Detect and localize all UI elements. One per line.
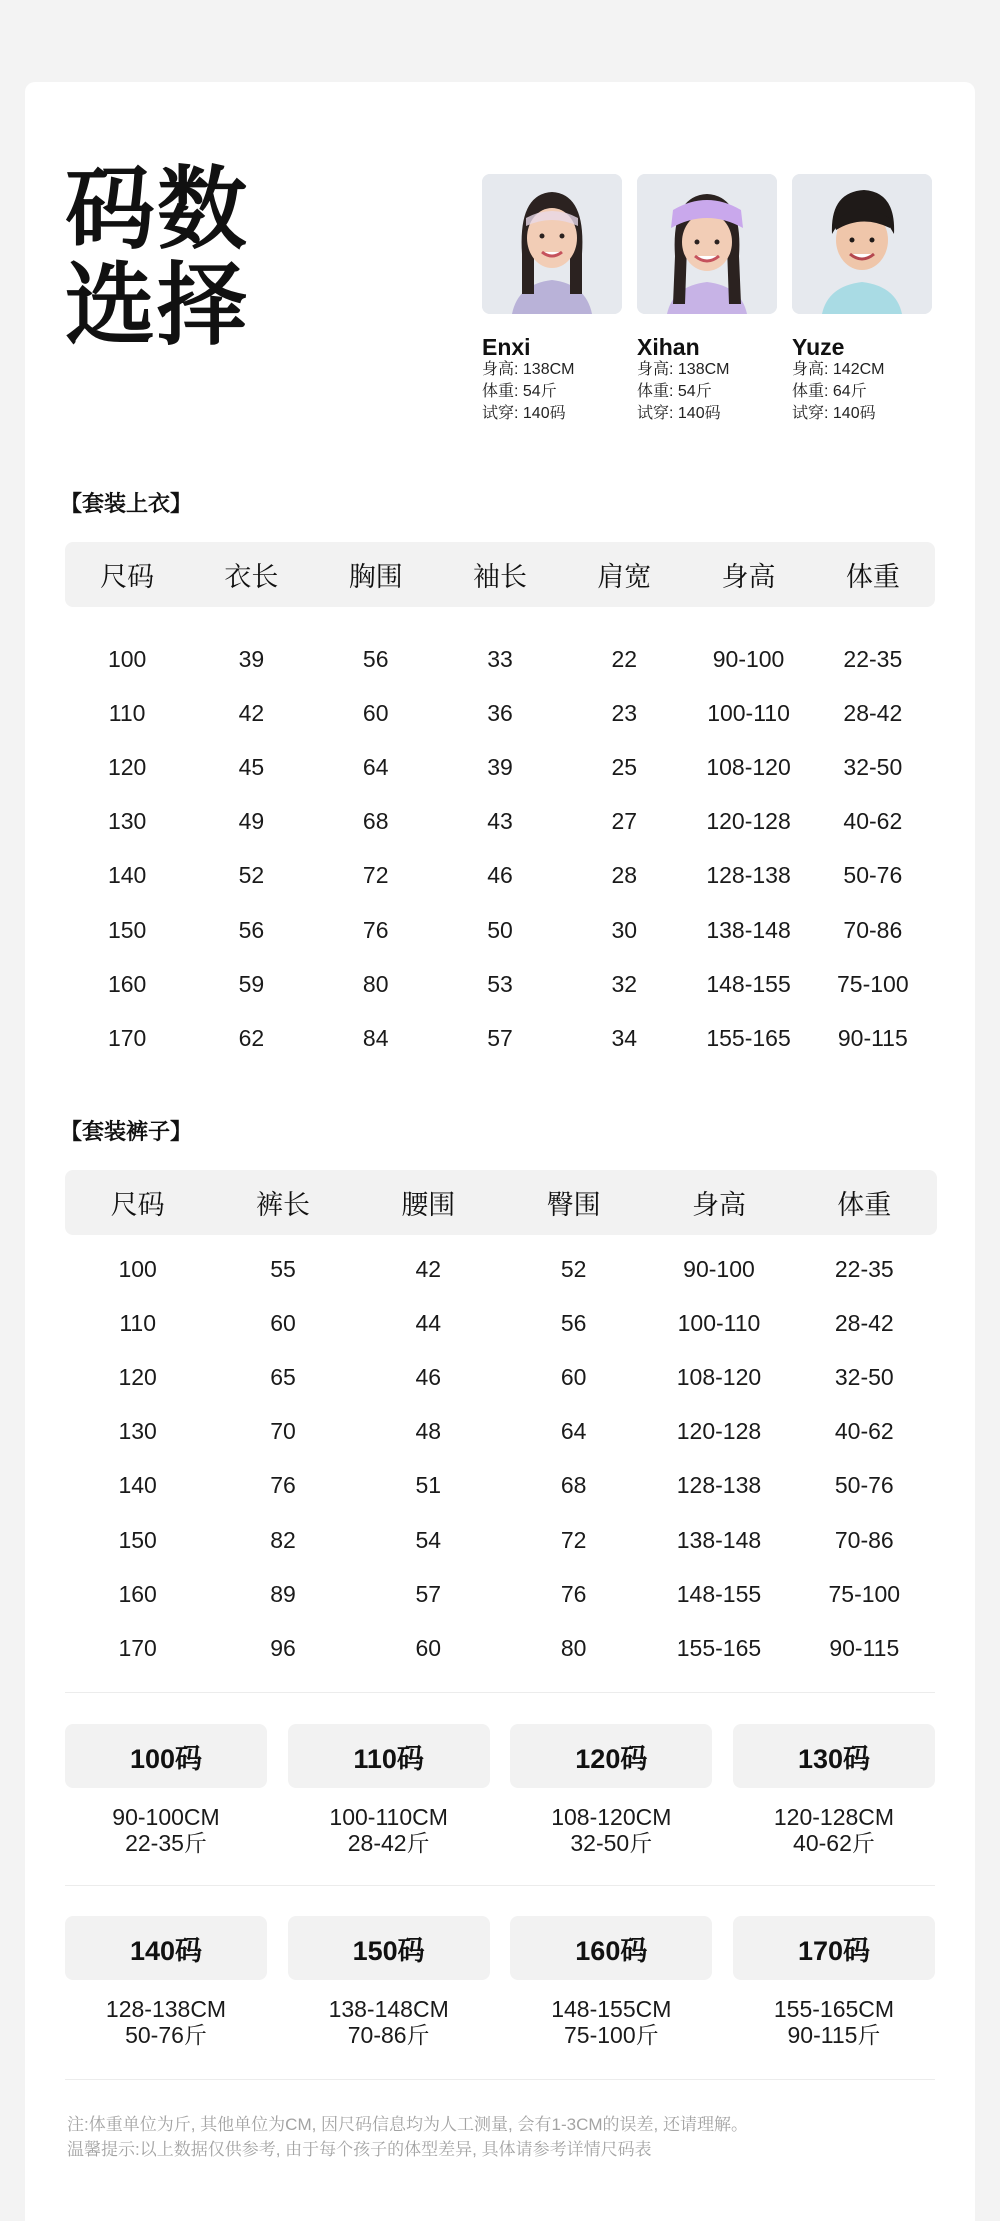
pants-table-row [65, 1242, 937, 1296]
size-pill: 170码 [733, 1916, 935, 1980]
pants-table-cell: 100 [118, 1255, 157, 1282]
pants-table-cell: 52 [560, 1255, 587, 1282]
pants-table-cell: 100-110 [677, 1309, 761, 1336]
top-table-cell: 130 [107, 808, 147, 835]
pants-table-row [65, 1296, 937, 1350]
top-table-cell: 128-138 [706, 862, 791, 889]
pants-table-cell: 65 [270, 1363, 296, 1390]
top-table-cell: 100 [107, 645, 147, 672]
pants-table-cell: 140 [118, 1472, 157, 1499]
pants-table-cell: 70-86 [834, 1526, 894, 1553]
model-name: Xihan [637, 334, 700, 360]
divider [65, 1692, 935, 1693]
size-weight: 70-86斤 [347, 2022, 430, 2048]
pants-table-cell: 130 [118, 1418, 157, 1445]
top-table-cell: 56 [362, 645, 389, 672]
model-list [482, 174, 932, 425]
top-table-cell: 155-165 [706, 1024, 791, 1051]
pants-table-cell: 80 [560, 1634, 587, 1661]
pants-table-cell: 60 [270, 1309, 296, 1336]
pants-table-cell: 64 [560, 1418, 587, 1445]
top-table-row [65, 1011, 935, 1065]
top-table-cell: 46 [487, 862, 513, 889]
top-table-cell: 108-120 [706, 753, 791, 780]
top-table-cell: 120 [107, 753, 147, 780]
pants-table-cell: 148-155 [676, 1580, 762, 1607]
top-table-cell: 80 [362, 970, 389, 997]
top-table-cell: 32 [611, 970, 638, 997]
pants-table-cell: 75-100 [828, 1580, 901, 1607]
top-header-cell: 胸围 [348, 562, 403, 592]
size-height: 148-155CM [551, 1996, 672, 2022]
pants-table-cell: 72 [560, 1526, 587, 1553]
pants-table-cell: 70 [270, 1418, 296, 1445]
pants-table-cell: 89 [270, 1580, 296, 1607]
pants-table-cell: 40-62 [834, 1418, 894, 1445]
size-weight: 50-76斤 [125, 2022, 207, 2048]
pants-table-row [65, 1405, 937, 1459]
top-table-cell: 100-110 [707, 699, 790, 726]
pants-table-cell: 28-42 [834, 1309, 894, 1336]
pants-table-cell: 76 [560, 1580, 587, 1607]
top-table-cell: 148-155 [706, 970, 791, 997]
pants-table-row [65, 1459, 937, 1513]
top-table-cell: 50-76 [843, 862, 903, 889]
footnote-line-1: 注:体重单位为斤, 其他单位为CM, 因尺码信息均为人工测量, 会有1-3CM的误差, 还请理解。 [67, 2115, 748, 2134]
size-weight: 22-35斤 [125, 1830, 207, 1856]
model-card-xihan [637, 174, 777, 425]
pants-table-cell: 44 [415, 1309, 442, 1336]
top-table-header [65, 542, 935, 607]
top-table-cell: 28 [611, 862, 638, 889]
size-height: 108-120CM [551, 1804, 672, 1830]
pants-table-cell: 54 [415, 1526, 442, 1553]
size-weight: 28-42斤 [347, 1830, 430, 1856]
pants-table-cell: 160 [118, 1580, 157, 1607]
pants-table-cell: 50-76 [834, 1472, 894, 1499]
title-line-2: 选择 [65, 256, 249, 356]
top-table-cell: 32-50 [843, 753, 903, 780]
pants-table-cell: 46 [415, 1363, 442, 1390]
top-table-cell: 57 [487, 1024, 513, 1051]
top-table-row [65, 849, 935, 903]
top-table-cell: 28-42 [843, 699, 903, 726]
size-guide-item [65, 1916, 267, 2048]
size-pill: 140码 [65, 1916, 267, 1980]
top-table-cell: 39 [238, 645, 265, 672]
size-height: 155-165CM [773, 1996, 895, 2022]
top-table-cell: 53 [487, 970, 513, 997]
size-height: 128-138CM [105, 1996, 227, 2022]
top-header-cell: 袖长 [472, 562, 527, 592]
top-table-row [65, 632, 935, 686]
size-guide-item [510, 1724, 712, 1856]
size-weight: 32-50斤 [570, 1830, 653, 1856]
pants-table-cell: 51 [415, 1472, 442, 1499]
size-weight: 75-100斤 [564, 2022, 659, 2048]
pants-table-cell: 42 [415, 1255, 442, 1282]
size-guide-item [288, 1916, 490, 2048]
pants-table-label: 【套装裤子】 [60, 1119, 193, 1144]
top-table-cell: 22-35 [843, 645, 903, 672]
top-table-cell: 72 [362, 862, 389, 889]
top-table-cell: 56 [238, 916, 265, 943]
top-table-cell: 45 [238, 753, 265, 780]
pants-table-cell: 108-120 [676, 1363, 762, 1390]
pants-header-cell: 腰围 [401, 1190, 456, 1220]
size-pill: 120码 [510, 1724, 712, 1788]
pants-table-cell: 68 [560, 1472, 587, 1499]
size-height: 100-110CM [329, 1804, 448, 1830]
model-height: 身高: 142CM [792, 361, 885, 378]
size-weight: 40-62斤 [793, 1830, 875, 1856]
divider [65, 1885, 935, 1886]
top-table-cell: 39 [487, 753, 513, 780]
pants-table-cell: 22-35 [834, 1255, 894, 1282]
top-table-cell: 90-115 [837, 1024, 908, 1051]
pants-table-cell: 120 [118, 1363, 157, 1390]
model-size: 试穿: 140码 [792, 405, 876, 422]
top-table-cell: 50 [487, 916, 513, 943]
pants-table-cell: 32-50 [834, 1363, 894, 1390]
pants-header-cell: 尺码 [110, 1190, 165, 1220]
top-table-cell: 84 [362, 1024, 389, 1051]
model-size: 试穿: 140码 [482, 405, 566, 422]
top-table-cell: 52 [238, 862, 265, 889]
pants-table-cell: 60 [560, 1363, 587, 1390]
size-pill: 130码 [733, 1724, 935, 1788]
pants-table-header [65, 1170, 937, 1235]
pants-table-row [65, 1621, 937, 1675]
top-table-cell: 60 [362, 699, 389, 726]
pants-table-cell: 57 [415, 1580, 442, 1607]
pants-header-cell: 体重 [837, 1190, 892, 1220]
pants-header-cell: 裤长 [255, 1190, 310, 1220]
size-pill: 150码 [288, 1916, 490, 1980]
pants-table-cell: 110 [119, 1309, 156, 1336]
size-guide-item [733, 1724, 935, 1856]
top-table-cell: 62 [238, 1024, 265, 1051]
size-pill: 100码 [65, 1724, 267, 1788]
top-table-cell: 23 [611, 699, 638, 726]
model-photo [637, 174, 777, 314]
top-table-cell: 49 [238, 808, 265, 835]
top-table-row [65, 740, 935, 794]
top-table-cell: 30 [611, 916, 638, 943]
top-table-label: 【套装上衣】 [60, 491, 193, 516]
model-card-yuze [792, 174, 932, 425]
model-name: Yuze [792, 334, 845, 360]
pants-header-cell: 身高 [691, 1190, 746, 1220]
top-header-cell: 肩宽 [597, 562, 652, 592]
pants-header-cell: 臀围 [546, 1190, 601, 1220]
model-weight: 体重: 54斤 [482, 383, 557, 400]
size-pill: 160码 [510, 1916, 712, 1980]
top-table-cell: 160 [107, 970, 147, 997]
size-weight: 90-115斤 [787, 2022, 881, 2048]
size-chart-card [25, 82, 975, 2221]
top-table-cell: 70-86 [843, 916, 903, 943]
top-table-cell: 59 [238, 970, 265, 997]
top-header-cell: 衣长 [224, 562, 279, 592]
top-table-cell: 76 [362, 916, 389, 943]
top-table-row [65, 903, 935, 957]
pants-table-row [65, 1350, 937, 1404]
top-table-cell: 25 [611, 753, 638, 780]
footnote-line-2: 温馨提示:以上数据仅供参考, 由于每个孩子的体型差异, 具体请参考详情尺码表 [67, 2140, 652, 2159]
title-line-1: 码数 [65, 160, 249, 260]
pants-table-cell: 48 [415, 1418, 442, 1445]
top-table-cell: 110 [108, 699, 146, 726]
pants-table-cell: 76 [270, 1472, 296, 1499]
top-table-cell: 170 [107, 1024, 147, 1051]
top-header-cell: 尺码 [100, 562, 155, 592]
top-table-cell: 34 [611, 1024, 638, 1051]
model-size: 试穿: 140码 [637, 405, 721, 422]
pants-table-cell: 60 [415, 1634, 442, 1661]
pants-table-cell: 155-165 [676, 1634, 762, 1661]
top-table-row [65, 686, 935, 740]
top-table-cell: 68 [362, 808, 389, 835]
pants-table-cell: 128-138 [676, 1472, 762, 1499]
pants-table-body [65, 1242, 937, 1676]
size-guide-item [510, 1916, 712, 2048]
pants-table-cell: 170 [118, 1634, 157, 1661]
pants-table-cell: 120-128 [676, 1418, 762, 1445]
pants-table-row [65, 1513, 937, 1567]
pants-table-row [65, 1567, 937, 1621]
model-card-enxi [482, 174, 622, 425]
top-table-cell: 90-100 [712, 645, 785, 672]
top-table-cell: 22 [611, 645, 638, 672]
top-table-cell: 75-100 [837, 970, 909, 997]
top-table-cell: 120-128 [706, 808, 791, 835]
top-table-row [65, 795, 935, 849]
footnote [67, 2112, 748, 2162]
size-guide-item [733, 1916, 935, 2048]
top-table-cell: 42 [238, 699, 265, 726]
pants-table-cell: 56 [560, 1309, 587, 1336]
top-table-cell: 40-62 [843, 808, 903, 835]
top-table-cell: 140 [107, 862, 147, 889]
size-height: 120-128CM [773, 1804, 895, 1830]
top-table-cell: 33 [487, 645, 513, 672]
top-table-cell: 64 [362, 753, 389, 780]
size-guide-row-1 [65, 1724, 935, 1856]
model-height: 身高: 138CM [482, 361, 575, 378]
page-title [65, 162, 249, 354]
pants-table-cell: 90-100 [683, 1255, 755, 1282]
top-header-cell: 体重 [845, 562, 900, 592]
model-weight: 体重: 54斤 [637, 383, 712, 400]
size-guide-item [65, 1724, 267, 1856]
model-height: 身高: 138CM [637, 361, 730, 378]
top-table-cell: 36 [487, 699, 513, 726]
pants-table-cell: 82 [270, 1526, 296, 1553]
top-table-row [65, 957, 935, 1011]
pants-table-cell: 150 [118, 1526, 157, 1553]
pants-table-cell: 138-148 [676, 1526, 762, 1553]
pants-table-cell: 90-115 [829, 1634, 900, 1661]
model-photo [482, 174, 622, 314]
size-pill: 110码 [288, 1724, 490, 1788]
size-height: 90-100CM [112, 1804, 220, 1830]
pants-table-cell: 55 [270, 1255, 296, 1282]
divider [65, 2079, 935, 2080]
model-name: Enxi [482, 334, 531, 360]
top-header-cell: 身高 [721, 562, 776, 592]
size-height: 138-148CM [328, 1996, 449, 2022]
size-guide-item [288, 1724, 490, 1856]
model-weight: 体重: 64斤 [792, 383, 867, 400]
top-table-cell: 150 [107, 916, 147, 943]
pants-table-cell: 96 [270, 1634, 296, 1661]
top-table-cell: 138-148 [706, 916, 791, 943]
model-photo [792, 174, 932, 314]
top-table-cell: 43 [487, 808, 513, 835]
top-table-cell: 27 [611, 808, 638, 835]
size-guide-row-2 [65, 1916, 935, 2048]
top-table-body [65, 632, 935, 1066]
